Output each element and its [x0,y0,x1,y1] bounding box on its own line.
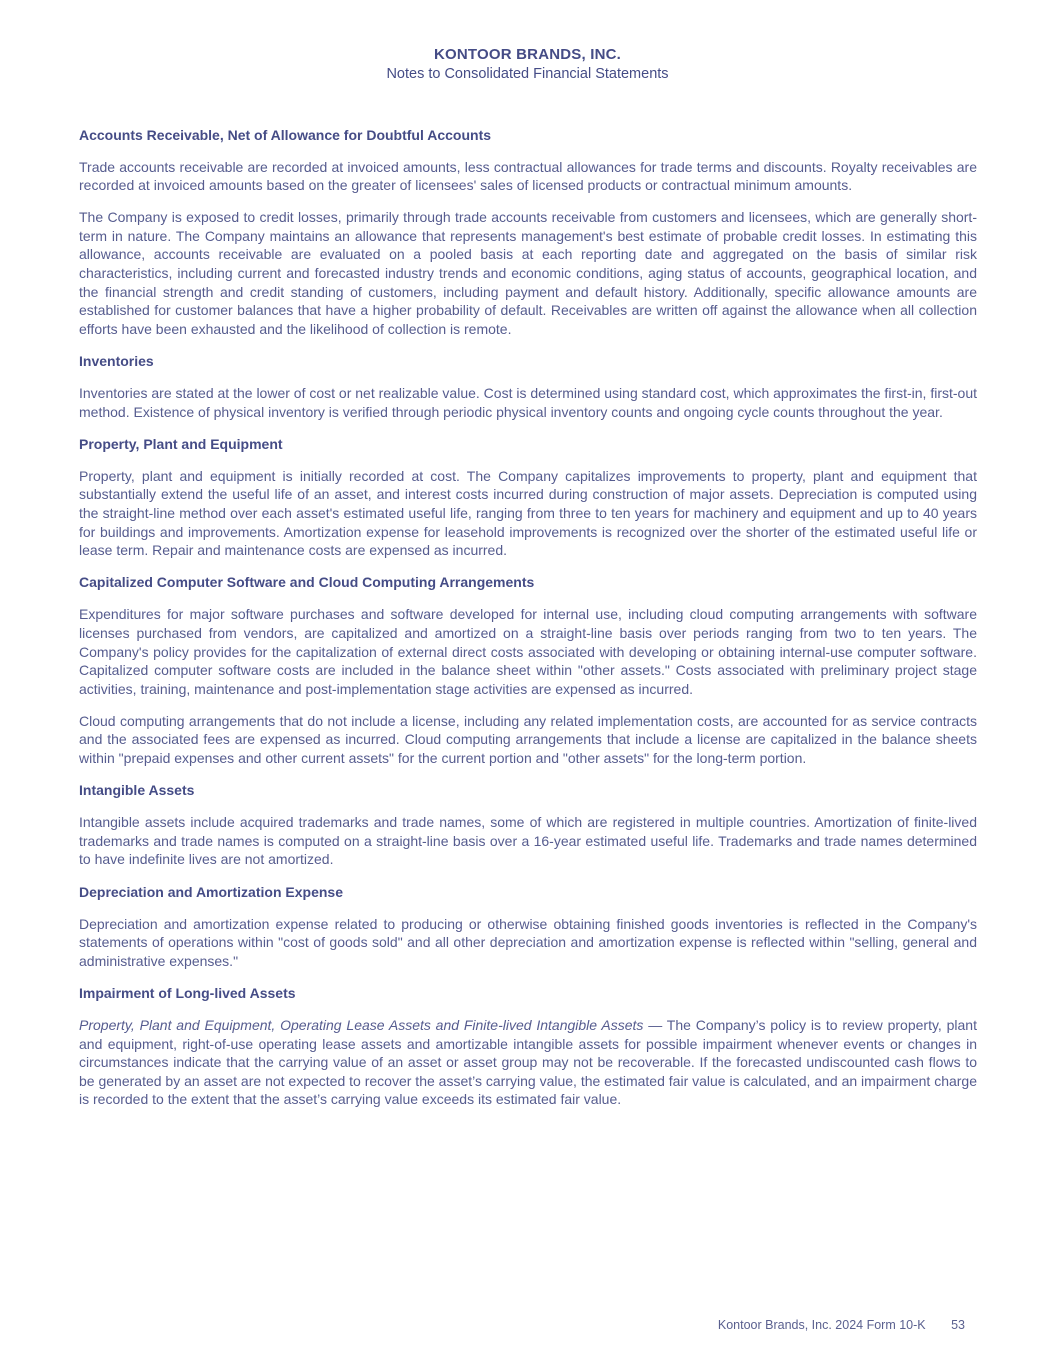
paragraph: Property, Plant and Equipment, Operating Lease Assets and Finite-lived Intangible Assets — The Company’s policy is to review property, plant and equipment, right-of-use operating lease assets and amortizable intangible assets for possible impairment whenever events or changes in circumstances indicate that the carrying value of an asset or asset group may not be recoverable. If the forecasted undiscounted cash flows to be generated by an asset are not expected to recover the asset’s carrying value, the estimated fair value is calculated, and an impairment charge is recorded to the extent that the asset’s carrying value exceeds its estimated fair value. [79,1016,977,1108]
paragraph: Inventories are stated at the lower of cost or net realizable value. Cost is determined using standard cost, which approximates the first-in, first-out method. Existence of physical inventory is verified through periodic physical inventory counts and ongoing cycle counts throughout the year. [79,385,977,420]
section-heading: Intangible Assets [79,782,195,799]
paragraph: Depreciation and amortization expense related to producing or otherwise obtaining finished goods inventories is reflected in the Company's statements of operations within "cost of goods sold" and all other depreciation and amortization expense is reflected within "selling, general and administrative expenses." [79,915,977,969]
document-footer [718,1318,965,1332]
section-heading: Inventories [79,352,154,369]
paragraph: Expenditures for major software purchases and software developed for internal use, including cloud computing arrangements with software licenses purchased from vendors, are capitalized and amortized on a straight-line basis over periods ranging from two to ten years. The Company's policy provides for the capitalization of external direct costs associated with developing or obtaining internal-use computer software. Capitalized computer software costs are included in the balance sheet within "other assets." Costs associated with preliminary project stage activities, training, maintenance and post-implementation stage activities are expensed as incurred. [79,606,977,697]
document-header [0,0,1055,84]
section-heading: Property, Plant and Equipment [79,435,283,452]
section-heading: Accounts Receivable, Net of Allowance for Doubtful Accounts [79,126,492,143]
section-heading: Depreciation and Amortization Expense [79,883,343,900]
paragraph: Trade accounts receivable are recorded at invoiced amounts, less contractual allowances for trade terms and discounts. Royalty receivables are recorded at invoiced amounts based on the greater of licensees' sales of licensed products or contractual minimum amounts. [79,158,977,194]
paragraph: The Company is exposed to credit losses, primarily through trade accounts receivable from customers and licensees, which are generally short-term in nature. The Company maintains an allowance that represents management's best estimate of probable credit losses. In estimating this allowance, accounts receivable are evaluated on a pooled basis at each reporting date and aggregated on the basis of similar risk characteristics, including current and forecasted industry trends and economic conditions, aging status of accounts, geographical location, and the financial strength and credit standing of customers, including payment and default history. Additionally, specific allowance amounts are established for customer balances that have a higher probability of default. Receivables are written off against the allowance when all collection efforts have been exhausted and the likelihood of collection is remote. [79,209,977,337]
section-heading: Impairment of Long-lived Assets [79,984,296,1001]
paragraph: Cloud computing arrangements that do not include a license, including any related implementation costs, are accounted for as service contracts and the associated fees are expensed as incurred. Cloud computing arrangements that include a license are capitalized in the balance sheets within "prepaid expenses and other current assets" for the current portion and "other assets" for the long-term portion. [79,712,977,767]
footer-page-number: 53 [951,1318,965,1332]
paragraph: Property, plant and equipment is initially recorded at cost. The Company capitalizes improvements to property, plant and equipment that substantially extend the useful life of an asset, and interest costs incurred during construction of major assets. Depreciation is computed using the straight-line method over each asset's estimated useful life, ranging from three to ten years for machinery and equipment and up to 40 years for buildings and improvements. Amortization expense for leasehold improvements is recognized over the shorter of the estimated useful life or lease term. Repair and maintenance costs are expensed as incurred. [79,467,977,559]
paragraph-italic-lead: Property, Plant and Equipment, Operating Lease Assets and Finite-lived Intangible Assets [79,1016,644,1033]
company-name: KONTOOR BRANDS, INC. [433,46,622,63]
paragraph: Intangible assets include acquired trademarks and trade names, some of which are registered in multiple countries. Amortization of finite-lived trademarks and trade names is computed on a straight-line basis over a 16-year estimated useful life. Trademarks and trade names determined to have indefinite lives are not amortized. [79,814,977,868]
document-body [79,112,977,1109]
document-subtitle: Notes to Consolidated Financial Statements [386,66,669,82]
section-heading: Capitalized Computer Software and Cloud Computing Arrangements [79,574,535,591]
footer-text: Kontoor Brands, Inc. 2024 Form 10-K [717,1318,926,1332]
